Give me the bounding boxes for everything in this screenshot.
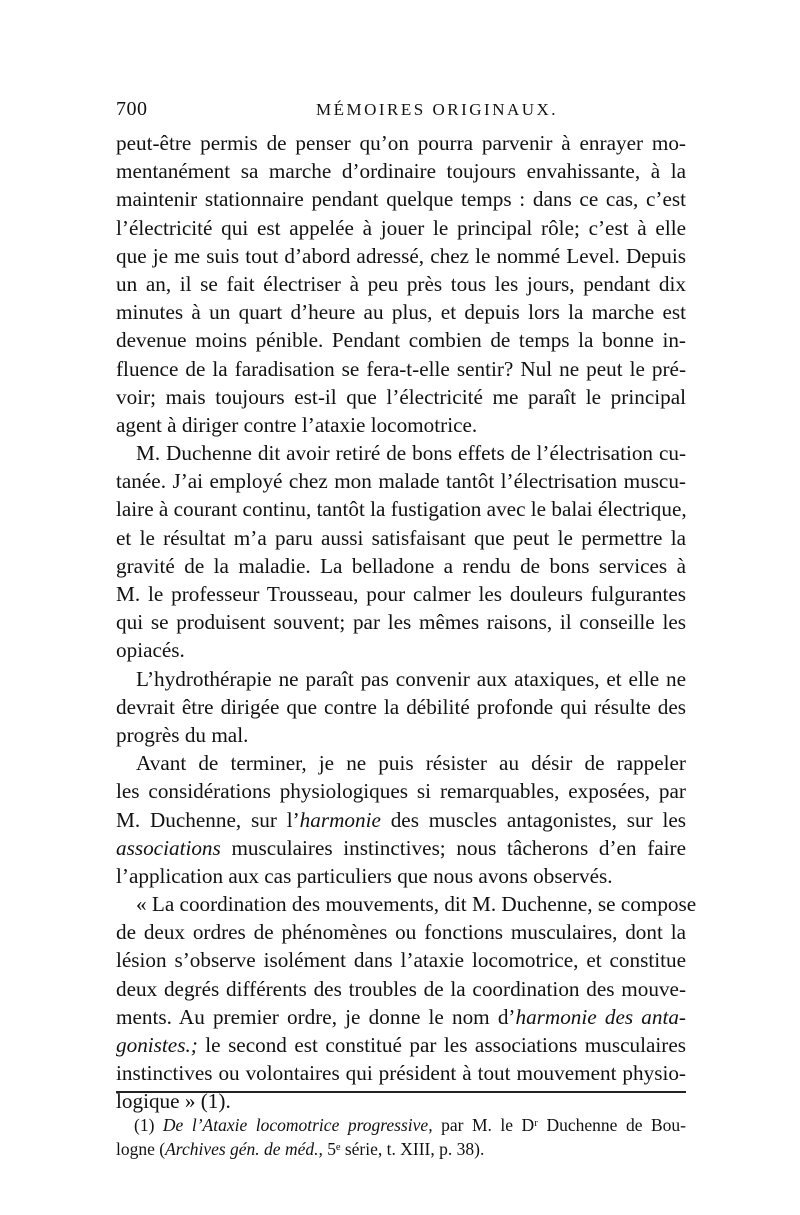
text-line: et le résultat m’a paru aussi satisfaisant que peut le permettre la [116,525,686,550]
text-line: de deux ordres de phénomènes ou fonctions musculaires, dont la [116,920,686,945]
footnote-line: (1) De l’Ataxie locomotrice progressive, par M. le Dʳ Duchenne de Bou- [134,1115,686,1135]
text-line: voir; mais toujours est-il que l’électricité me paraît le principal [116,384,686,409]
text-line: minutes à un quart d’heure au plus, et depuis lors la marche est [116,300,686,325]
emphasis: Archives gén. de méd., [165,1139,323,1159]
page-number: 700 [116,98,148,120]
text-line: gravité de la maladie. La belladone a rendu de bons services à [116,553,686,578]
text-line: devenue moins pénible. Pendant combien de temps la bonne in- [116,328,686,353]
text-line: fluence de la faradisation se fera-t-elle sentir? Nul ne peut le pré- [116,356,686,381]
text-line: maintenir stationnaire pendant quelque temps : dans ce cas, c’est [116,187,686,212]
text-line: M. le professeur Trousseau, pour calmer les douleurs fulgurantes [116,582,686,606]
emphasis: harmonie des anta- [515,1004,686,1029]
body-text [116,129,697,1116]
text-line: agent à diriger contre l’ataxie locomotrice. [116,412,478,437]
footnote-line: logne (Archives gén. de méd., 5ᵉ série, t. XIII, p. 38). [116,1139,485,1159]
text-line: M. Duchenne, sur l’harmonie des muscles antagonistes, sur les [116,807,686,832]
text-line: gonistes.; le second est constitué par les associations musculaires [116,1033,686,1057]
text-line: instinctives ou volontaires qui président à tout mouvement physio- [116,1061,686,1086]
text-line: mentanément sa marche d’ordinaire toujours envahissante, à la [116,159,686,184]
emphasis: De l’Ataxie locomotrice progressive, [162,1115,433,1135]
running-title: MÉMOIRES ORIGINAUX. [316,100,559,119]
text-line: l’électricité qui est appelée à jouer le principal rôle; c’est à elle [116,215,686,240]
text-line: lésion s’observe isolément dans l’ataxie locomotrice, et constitue [116,948,686,973]
text-line: les considérations physiologiques si remarquables, exposées, par [116,779,686,804]
text-line: devrait être dirigée que contre la débilité profonde qui résulte des [116,694,686,719]
paragraph-5 [116,890,697,1116]
emphasis: harmonie [299,807,381,832]
paragraph-3 [116,665,686,750]
emphasis: gonistes.; [116,1033,198,1057]
text-line: associations musculaires instinctives; nous tâcherons d’en faire [116,835,686,860]
text-line: qui se produisent souvent; par les mêmes raisons, il conseille les [116,610,686,635]
text-line: l’application aux cas particuliers que nous avons observés. [116,863,613,888]
footnote-rule [116,1091,686,1093]
page-header [116,98,686,122]
text-line: que je me suis tout d’abord adressé, chez le nommé Level. Depuis [116,243,686,268]
text-line: logique » (1). [116,1089,231,1114]
text-line: ments. Au premier ordre, je donne le nom d’harmonie des anta- [116,1004,686,1029]
text-line: L’hydrothérapie ne paraît pas convenir aux ataxiques, et elle ne [136,666,686,691]
text-line: un an, il se fait électriser à peu près tous les jours, pendant dix [116,271,686,296]
paragraph-4 [116,749,686,890]
text-line: M. Duchenne dit avoir retiré de bons effets de l’électrisation cu- [136,441,686,466]
footnote [116,1113,686,1161]
text-line: opiacés. [116,638,185,663]
paragraph-1 [116,129,686,439]
text-line: Avant de terminer, je ne puis résister au désir de rappeler [136,751,686,776]
paragraph-2 [116,439,686,665]
text-line: deux degrés différents des troubles de la coordination des mouve- [116,976,686,1001]
text-line: peut-être permis de penser qu’on pourra parvenir à enrayer mo- [116,131,686,155]
text-line: tanée. J’ai employé chez mon malade tantôt l’électrisation muscu- [116,469,686,494]
text-line: « La coordination des mouvements, dit M. Duchenne, se compose [136,892,697,917]
text-line: progrès du mal. [116,722,249,747]
text-line: laire à courant continu, tantôt la fustigation avec le balai électrique, [116,497,687,522]
emphasis: associations [116,835,221,860]
